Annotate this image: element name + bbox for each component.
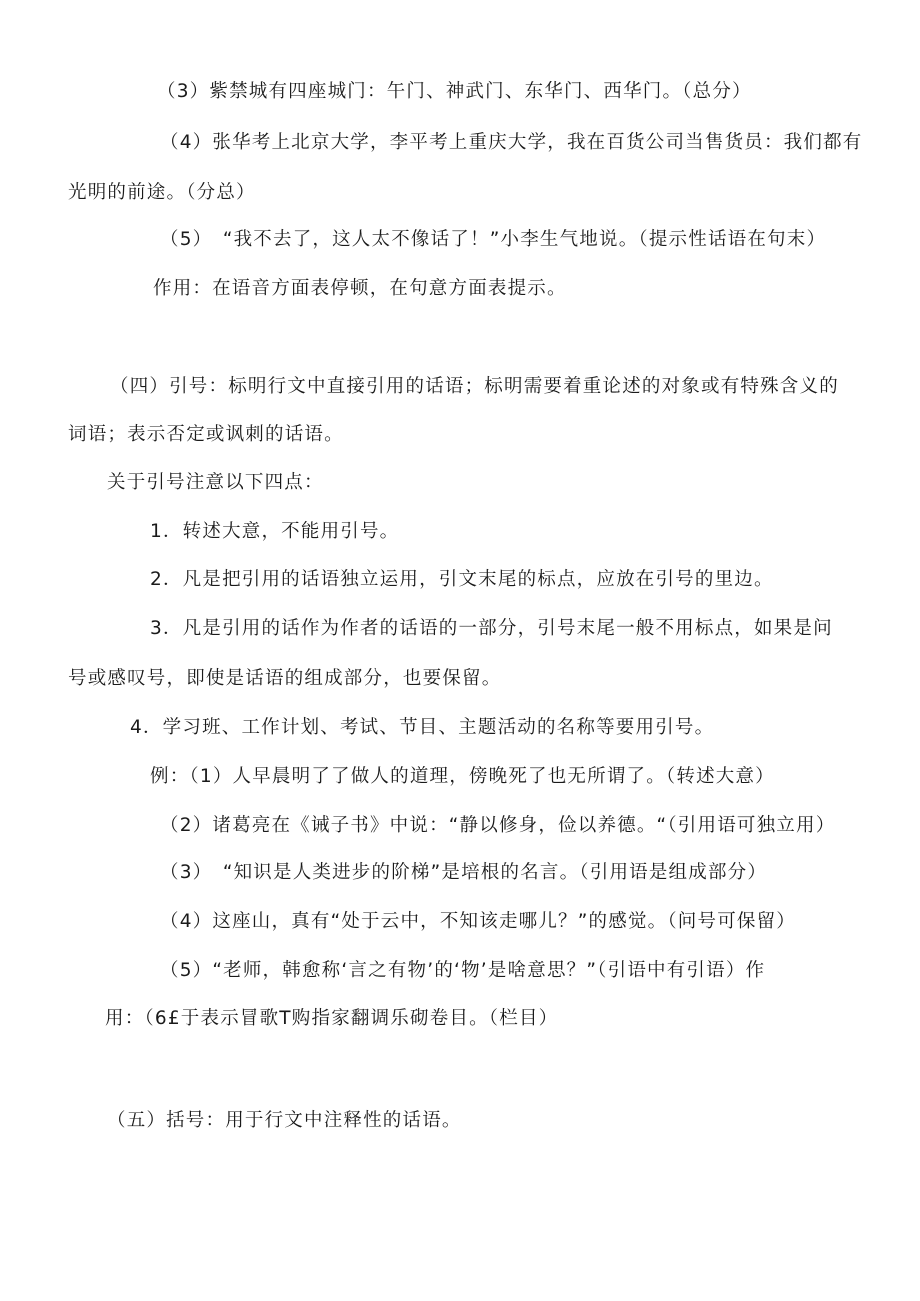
example-4-line-2: 光明的前途。（分总）	[68, 182, 256, 203]
quote-rule-2: 2．凡是把引用的话语独立运用，引文末尾的标点，应放在引号的里边。	[150, 569, 774, 590]
section-4-heading-line-2: 词语；表示否定或讽刺的话语。	[68, 424, 344, 445]
quote-example-3: （3） “知识是人类进步的阶梯”是培根的名言。（引用语是组成部分）	[160, 862, 768, 883]
quote-example-2: （2）诸葛亮在《诫子书》中说：“静以修身，俭以养德。“（引用语可独立用）	[160, 815, 836, 836]
quote-example-5-line-1: （5）“老师，韩愈称‘言之有物’的‘物’是啥意思？”（引语中有引语）作	[160, 960, 766, 981]
example-5-line: （5） “我不去了，这人太不像话了！”小李生气地说。（提示性话语在句末）	[160, 229, 827, 250]
quote-example-5-line-2: 用：（6£于表示冒歌T购指家翻调乐砌卷目。（栏目）	[105, 1008, 559, 1029]
section-4-heading-line-1: （四）引号：标明行文中直接引用的话语；标明需要着重论述的对象或有特殊含义的	[110, 376, 839, 397]
quote-rule-3-line-1: 3．凡是引用的话作为作者的话语的一部分，引号末尾一般不用标点，如果是问	[150, 618, 833, 639]
section-5-heading: （五）括号：用于行文中注释性的话语。	[107, 1110, 462, 1131]
example-3-line: （3）紫禁城有四座城门：午门、神武门、东华门、西华门。（总分）	[157, 81, 752, 102]
example-4-line-1: （4）张华考上北京大学，李平考上重庆大学，我在百货公司当售货员：我们都有	[160, 132, 863, 153]
quote-notes-intro: 关于引号注意以下四点：	[107, 472, 324, 493]
quote-rule-1: 1．转述大意，不能用引号。	[150, 521, 400, 542]
function-note: 作用：在语音方面表停顿，在句意方面表提示。	[153, 278, 567, 299]
quote-rule-3-line-2: 号或感叹号，即使是话语的组成部分，也要保留。	[68, 668, 502, 689]
quote-example-4: （4）这座山，真有“处于云中，不知该走哪儿？”的感觉。（问号可保留）	[160, 911, 796, 932]
quote-rule-4: 4．学习班、工作计划、考试、节目、主题活动的名称等要用引号。	[130, 717, 715, 738]
quote-example-1: 例：（1）人早晨明了了做人的道理，傍晚死了也无所谓了。（转述大意）	[150, 766, 775, 787]
